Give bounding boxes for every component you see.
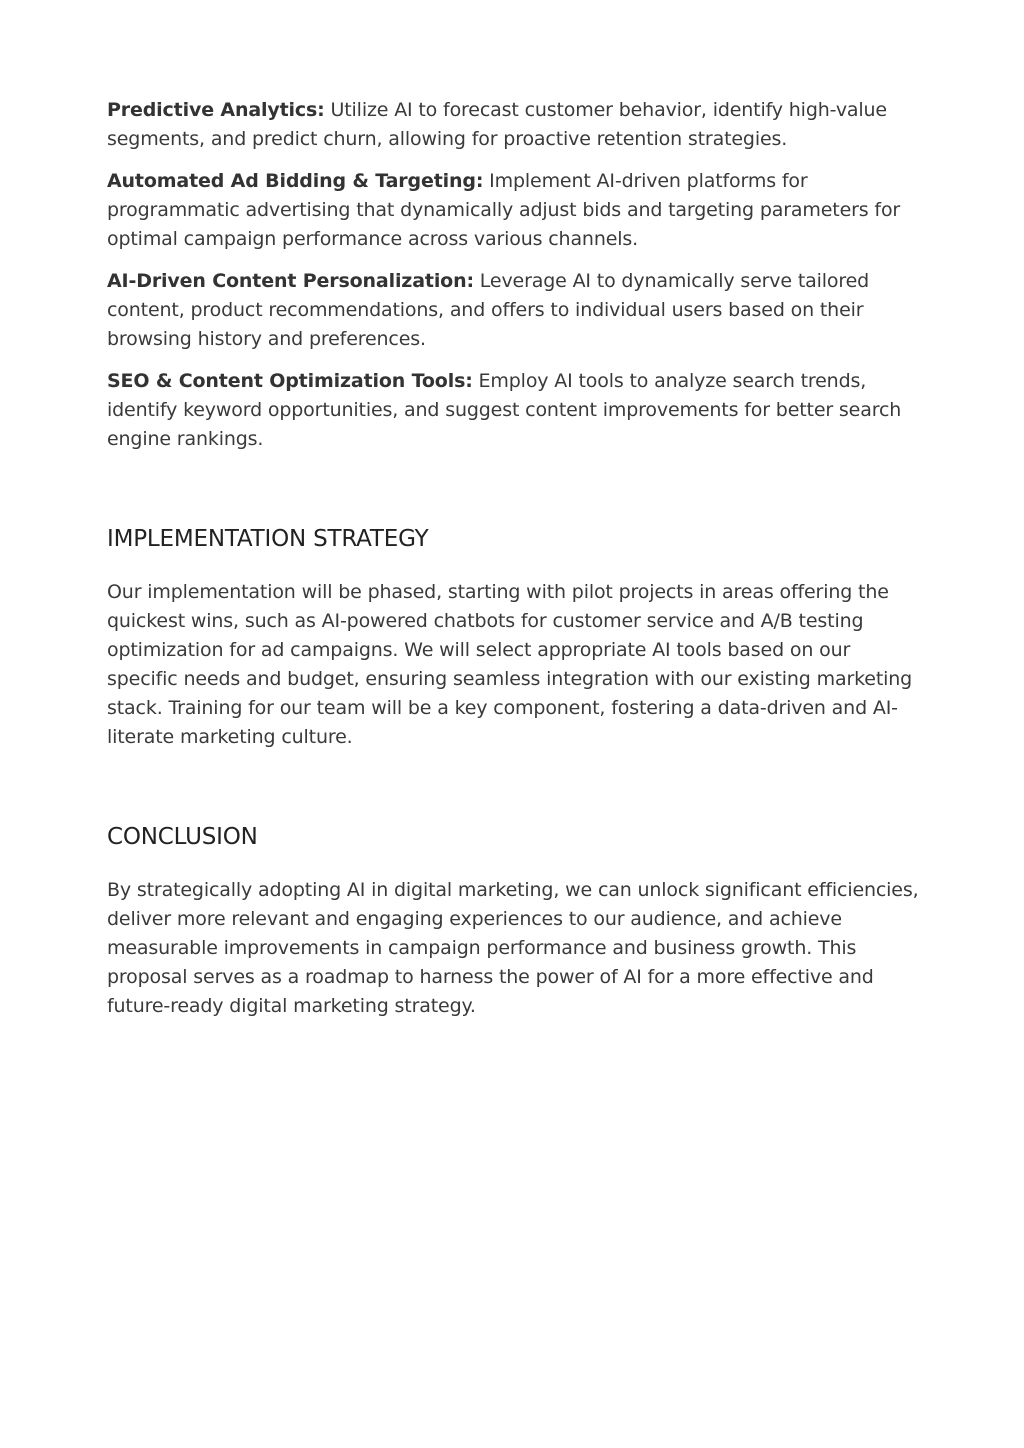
item-label: SEO & Content Optimization Tools: [107, 370, 473, 392]
document-page [107, 96, 921, 1021]
item-text: Implement AI-driven platforms for programmatic advertising that dynamically adjust bids and targeting parameters for optimal campaign performance across various channels. [107, 170, 901, 250]
implementation-heading: IMPLEMENTATION STRATEGY [107, 526, 429, 552]
list-item-seo-optimization [107, 367, 921, 454]
list-item-content-personalization [107, 267, 921, 354]
item-label: Predictive Analytics: [107, 99, 325, 121]
list-item-predictive-analytics [107, 96, 921, 154]
conclusion-heading: CONCLUSION [107, 824, 258, 850]
conclusion-paragraph: By strategically adopting AI in digital marketing, we can unlock significant efficiencies, deliver more relevant and engaging experiences to our audience, and achieve measurable improvements in campaign performance and business growth. This proposal serves as a roadmap to harness the power of AI for a more effective and future-ready digital marketing strategy. [107, 879, 919, 1017]
item-text: Employ AI tools to analyze search trends, identify keyword opportunities, and suggest content improvements for better search engine rankings. [107, 370, 902, 450]
list-item-automated-ad-bidding [107, 167, 921, 254]
item-text: Leverage AI to dynamically serve tailored content, product recommendations, and offers to individual users based on their browsing history and preferences. [107, 270, 870, 350]
item-label: Automated Ad Bidding & Targeting: [107, 170, 484, 192]
implementation-paragraph: Our implementation will be phased, starting with pilot projects in areas offering the quickest wins, such as AI-powered chatbots for customer service and A/B testing optimization for ad campaigns. We will select appropriate AI tools based on our specific needs and budget, ensuring seamless integration with our existing marketing stack. Training for our team will be a key component, fostering a data-driven and AI-literate marketing culture. [107, 581, 913, 748]
item-text: Utilize AI to forecast customer behavior, identify high-value segments, and predict churn, allowing for proactive retention strategies. [107, 99, 887, 150]
item-label: AI-Driven Content Personalization: [107, 270, 474, 292]
